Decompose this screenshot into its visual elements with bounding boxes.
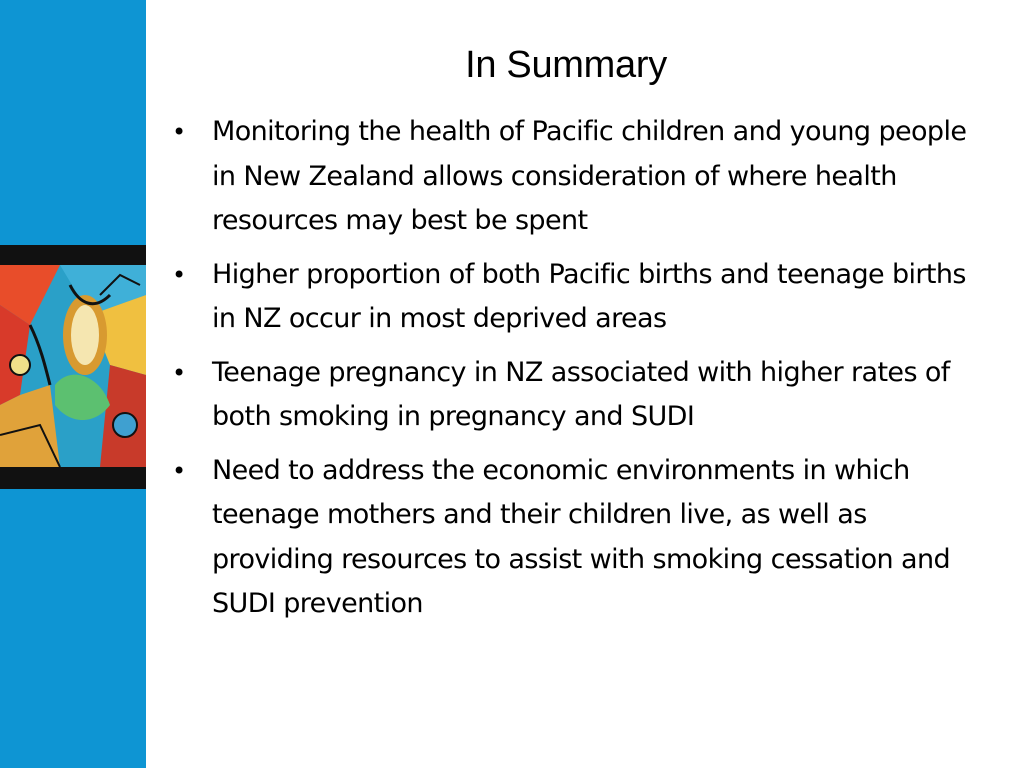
decorative-artwork-strip (0, 245, 146, 489)
bullet-item-2 (168, 253, 988, 342)
bullet-text: Teenage pregnancy in NZ associated with higher rates of both smoking in pregnancy and SUDI (212, 356, 950, 432)
bullet-item-1 (168, 110, 988, 244)
bullet-dot: • (172, 118, 186, 146)
bullet-item-4 (168, 449, 988, 627)
bullet-text: Higher proportion of both Pacific births and teenage births in NZ occur in most deprived areas (212, 258, 966, 334)
bullet-dot: • (172, 358, 186, 387)
bullet-item-3 (168, 351, 988, 440)
bullet-list (168, 110, 988, 636)
slide-title: In Summary (465, 44, 667, 86)
bullet-dot: • (172, 260, 186, 289)
bullet-text: Monitoring the health of Pacific children and young people in New Zealand allows consideration of where health resources may best be spent (212, 116, 967, 236)
bullet-text: Need to address the economic environments in which teenage mothers and their children live, as well as providing resources to assist with smoking cessation and SUDI prevention (212, 454, 951, 619)
pacific-artwork-image (0, 265, 146, 467)
bullet-dot: • (172, 456, 186, 485)
